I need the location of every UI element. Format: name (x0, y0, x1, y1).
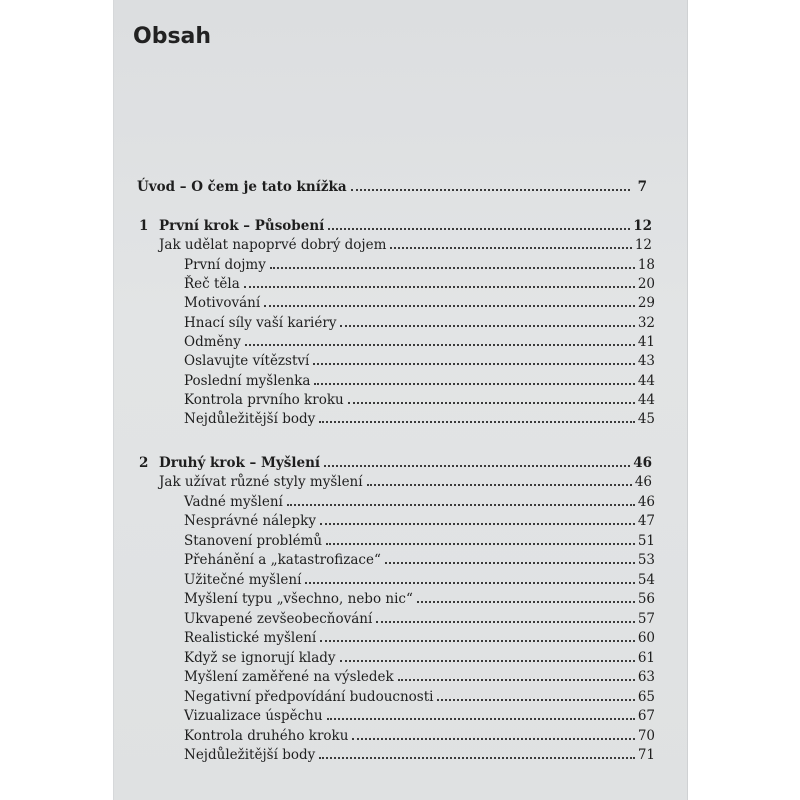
toc-entry-title: Motivování (184, 295, 261, 312)
toc-chapter-entry (139, 217, 652, 235)
toc-entry-page: 32 (637, 314, 655, 331)
toc-entry-page: 57 (637, 610, 655, 627)
toc-entry-title: Jak užívat různé styly myšlení (159, 474, 363, 491)
toc-subsection-entry (184, 275, 655, 293)
dot-leader (376, 621, 634, 623)
chapter-number: 1 (139, 218, 149, 234)
toc-entry-page: 56 (637, 591, 655, 608)
toc-entry-title: Poslední myšlenka (184, 372, 311, 389)
toc-subsection-entry (184, 410, 655, 428)
toc-entry-title: První krok – Působení (159, 218, 325, 234)
toc-entry-title: Nesprávné nálepky (184, 513, 316, 530)
toc-entry-title: Kontrola prvního kroku (184, 391, 344, 408)
toc-subsection-entry (184, 532, 655, 550)
dot-leader (352, 738, 634, 740)
toc-subsection-entry (184, 294, 655, 312)
toc-subsection-entry (184, 352, 655, 370)
dot-leader (244, 286, 635, 288)
toc-entry-title: Úvod – O čem je tato knížka (137, 179, 347, 195)
toc-entry-page: 46 (633, 455, 652, 471)
toc-subsection-entry (184, 688, 655, 706)
toc-entry-title: Jak udělat napoprvé dobrý dojem (159, 237, 387, 254)
dot-leader (245, 344, 635, 346)
dot-leader (327, 718, 635, 720)
toc-entry-page: 63 (637, 669, 655, 686)
dot-leader (398, 679, 635, 681)
toc-subsection-entry (184, 668, 655, 686)
dot-leader (320, 640, 635, 642)
dot-leader (319, 757, 635, 759)
page-title: Obsah (133, 24, 212, 49)
toc-entry-title: Ukvapené zevšeobecňování (184, 610, 373, 627)
dot-leader (305, 582, 634, 584)
dot-leader (351, 189, 630, 191)
toc-entry-title: Druhý krok – Myšlení (159, 455, 321, 471)
toc-subsection-entry (184, 707, 655, 725)
dot-leader (390, 247, 631, 249)
toc-subsection-entry (184, 746, 655, 764)
toc-subsection-entry (184, 727, 655, 745)
toc-intro-entry (137, 178, 647, 196)
dot-leader (324, 465, 630, 467)
toc-entry-page: 54 (637, 571, 655, 588)
toc-entry-page: 44 (637, 391, 655, 408)
toc-entry-title: Negativní předpovídání budoucnosti (184, 688, 434, 705)
toc-entry-page: 43 (637, 353, 655, 370)
toc-entry-page: 47 (637, 513, 655, 530)
toc-entry-page: 44 (637, 372, 655, 389)
toc-subsection-entry (184, 649, 655, 667)
toc-entry-page: 60 (637, 630, 655, 647)
dot-leader (348, 402, 635, 404)
toc-entry-title: Odměny (184, 334, 241, 350)
toc-entry-title: Kontrola druhého kroku (184, 727, 349, 744)
dot-leader (270, 267, 635, 269)
dot-leader (340, 325, 634, 327)
toc-subsection-entry (184, 571, 655, 589)
toc-entry-page: 29 (637, 295, 655, 312)
toc-entry-title: Myšlení zaměřené na výsledek (184, 669, 394, 686)
dot-leader (320, 523, 635, 525)
toc-entry-title: Přehánění a „katastrofizace“ (184, 552, 381, 569)
chapter-number: 2 (139, 455, 149, 471)
toc-subsection-entry (184, 314, 655, 332)
toc-entry-page: 46 (637, 493, 655, 510)
toc-entry-page: 53 (637, 552, 655, 569)
toc-entry-page: 18 (637, 256, 655, 273)
toc-entry-title: Nejdůležitější body (184, 411, 316, 428)
toc-entry-page: 61 (637, 649, 655, 666)
toc-subsection-entry (184, 610, 655, 628)
toc-entry-title: Myšlení typu „všechno, nebo nic“ (184, 591, 413, 608)
toc-subsection-entry (184, 512, 655, 530)
toc-entry-page: 12 (634, 237, 652, 254)
toc-entry-page: 65 (637, 688, 655, 705)
dot-leader (385, 562, 635, 564)
dot-leader (417, 601, 635, 603)
dot-leader (314, 383, 634, 385)
toc-entry-title: Realistické myšlení (184, 630, 317, 647)
toc-chapter-entry (139, 454, 652, 472)
dot-leader (367, 484, 632, 486)
toc-subsection-entry (184, 372, 655, 390)
toc-entry-page: 41 (637, 334, 655, 350)
toc-section-entry (159, 473, 652, 491)
dot-leader (313, 363, 634, 365)
toc-entry-page: 70 (637, 727, 655, 744)
toc-entry-page: 20 (637, 276, 655, 293)
toc-entry-page: 12 (633, 218, 652, 234)
toc-section-entry (159, 236, 652, 254)
toc-entry-title: Hnací síly vaší kariéry (184, 314, 337, 331)
toc-entry-title: První dojmy (184, 256, 266, 273)
toc-subsection-entry (184, 256, 655, 274)
dot-leader (437, 699, 634, 701)
toc-entry-title: Oslavujte vítězství (184, 353, 310, 370)
dot-leader (264, 305, 635, 307)
dot-leader (326, 543, 635, 545)
toc-entry-page: 7 (637, 179, 647, 195)
toc-subsection-entry (184, 551, 655, 569)
toc-subsection-entry (184, 333, 655, 351)
toc-entry-title: Řeč těla (184, 276, 240, 293)
toc-entry-title: Užitečné myšlení (184, 571, 302, 588)
dot-leader (287, 504, 635, 506)
toc-entry-title: Stanovení problémů (184, 532, 323, 549)
toc-subsection-entry (184, 493, 655, 511)
toc-entry-page: 71 (637, 747, 655, 764)
toc-entry-title: Když se ignorují klady (184, 649, 336, 666)
dot-leader (328, 228, 630, 230)
toc-entry-page: 46 (634, 474, 652, 491)
toc-entry-title: Vadné myšlení (184, 493, 283, 510)
toc-entry-title: Nejdůležitější body (184, 747, 316, 764)
toc-entry-page: 67 (637, 708, 655, 725)
toc-entry-page: 51 (637, 532, 655, 549)
dot-leader (340, 660, 635, 662)
dot-leader (319, 421, 635, 423)
toc-entry-title: Vizualizace úspěchu (184, 708, 323, 725)
toc-subsection-entry (184, 391, 655, 409)
toc-subsection-entry (184, 590, 655, 608)
toc-subsection-entry (184, 629, 655, 647)
toc-entry-page: 45 (637, 411, 655, 428)
